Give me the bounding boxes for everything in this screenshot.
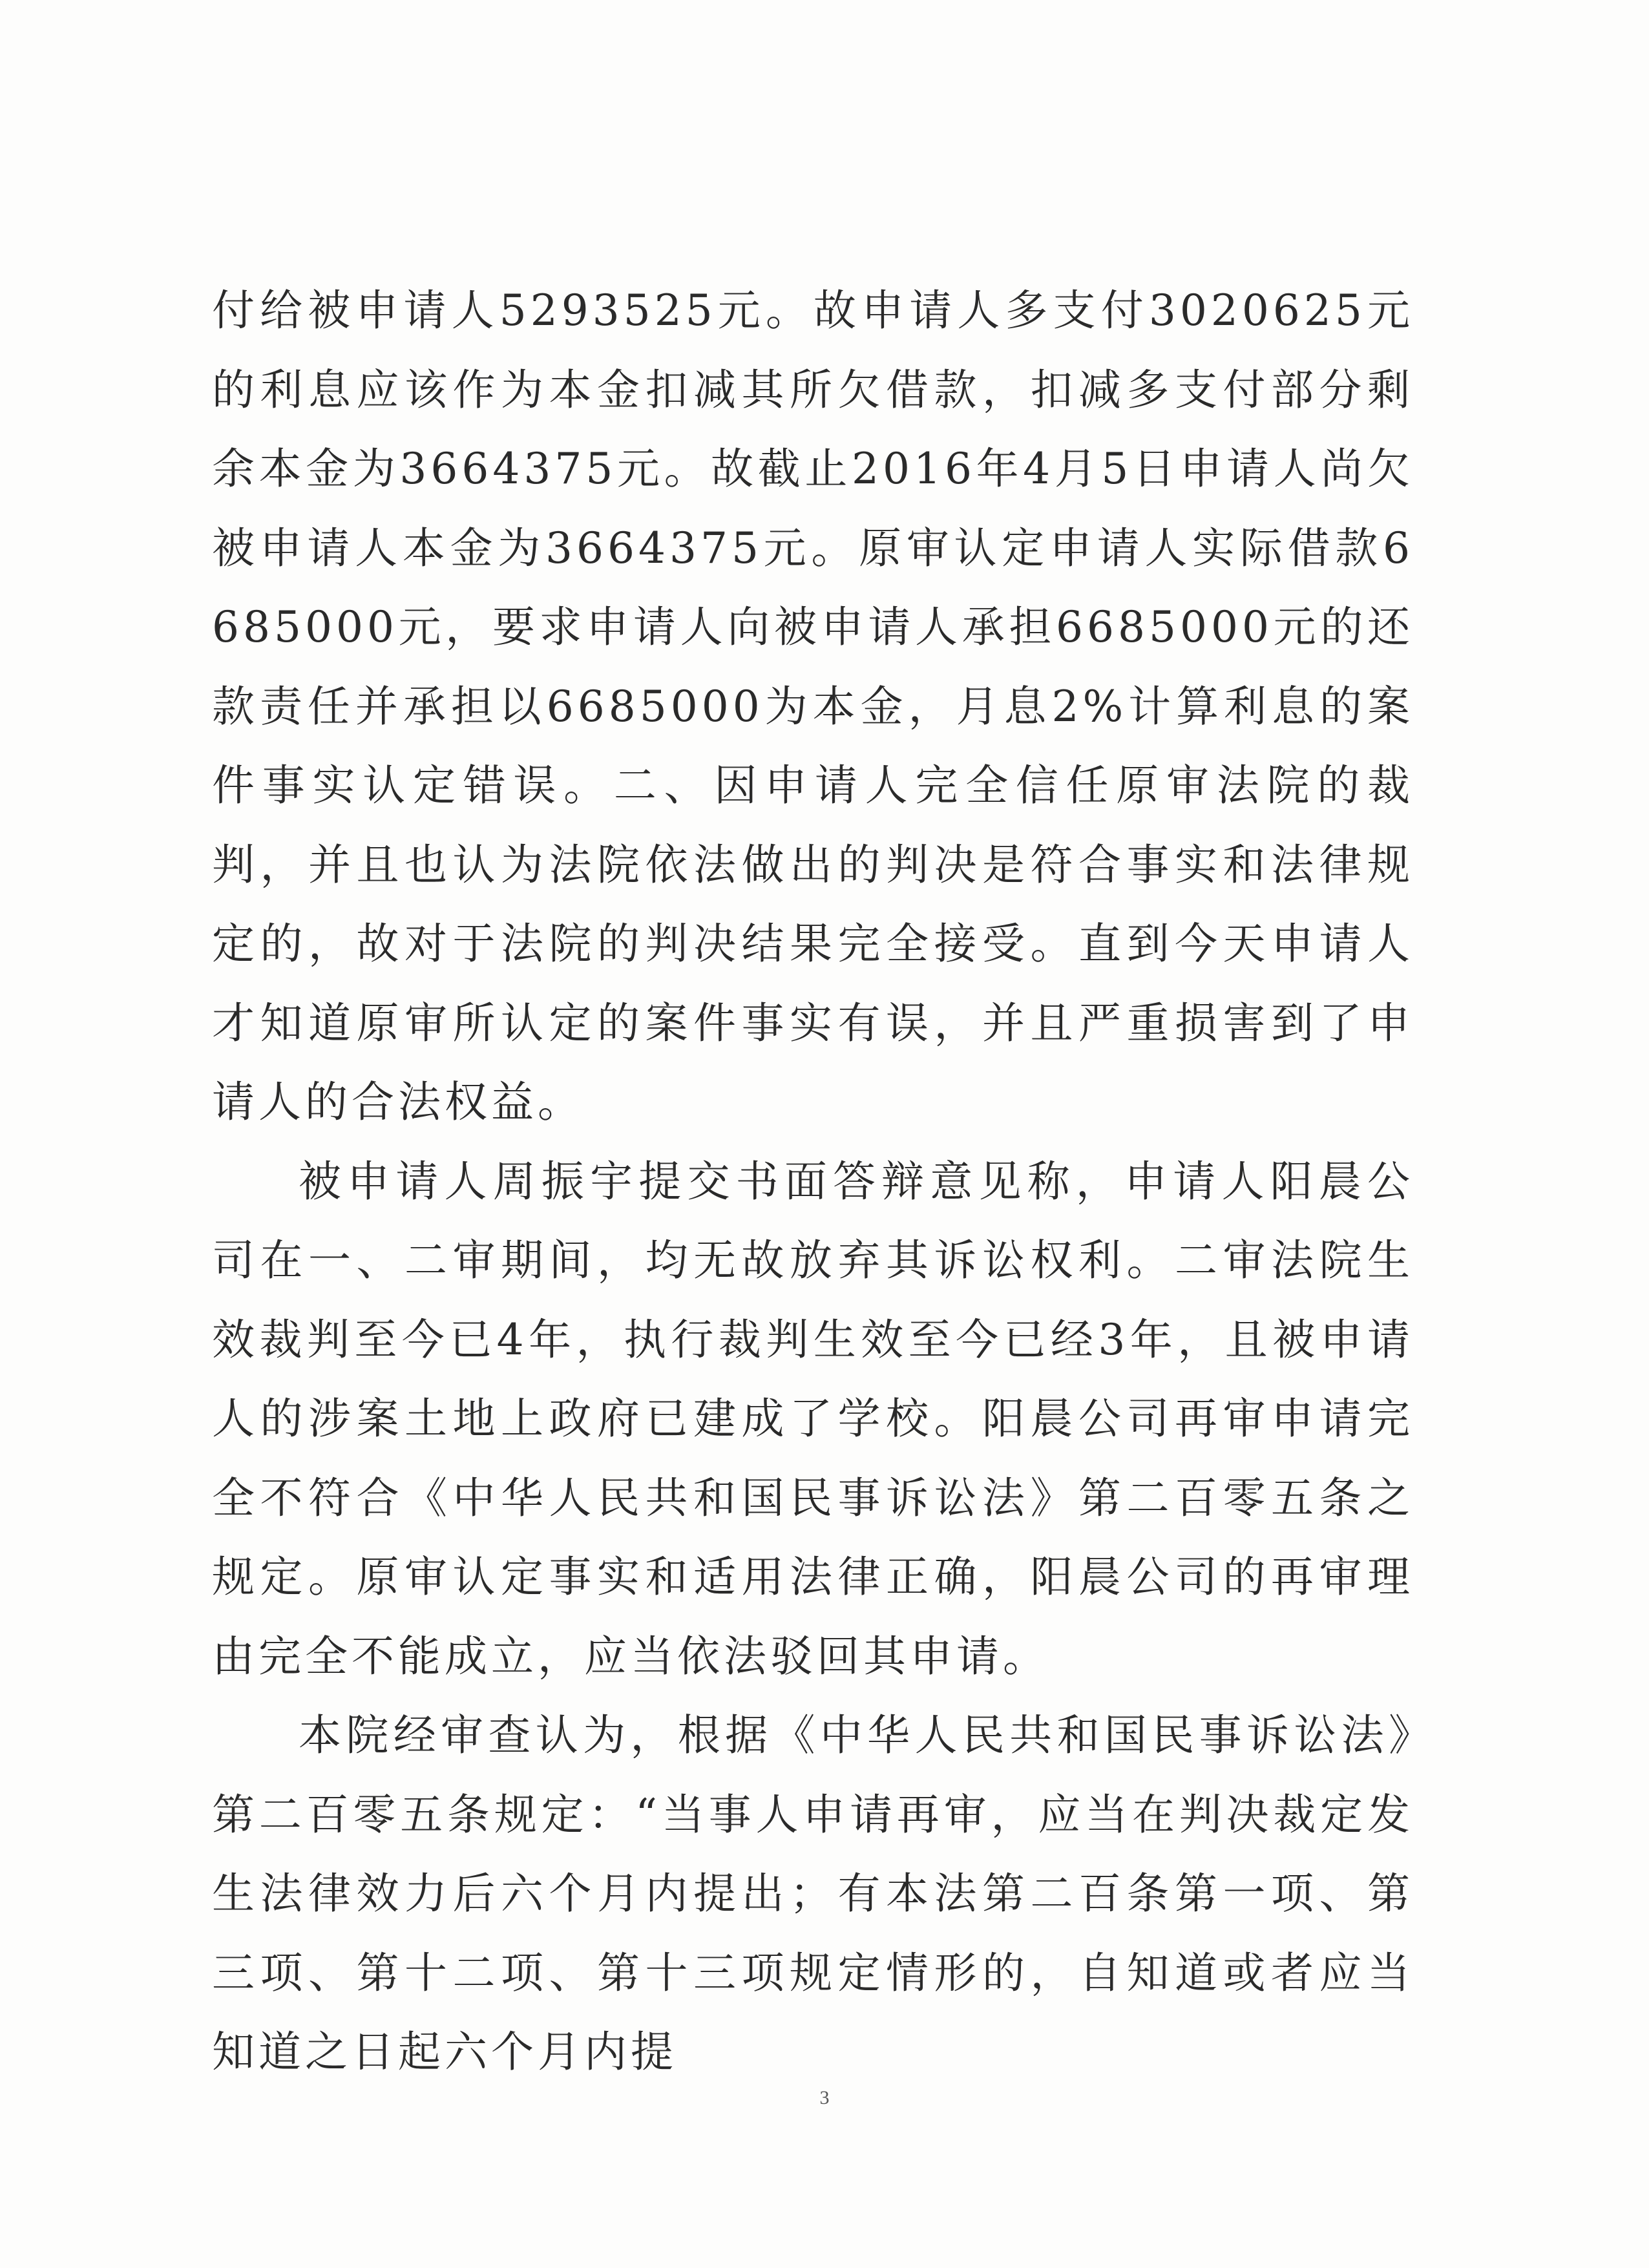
paragraph-continuation: 付给被申请人5293525元。故申请人多支付3020625元的利息应该作为本金扣减其所欠借款，扣减多支付部分剩余本金为3664375元。故截止2016年4月5日申请人尚欠被申请人本金为3664375元。原审认定申请人实际借款6685000元，要求申请人向被申请人承担6685000元的还款责任并承担以6685000为本金，月息2%计算利息的案件事实认定错误。二、因申请人完全信任原审法院的裁判，并且也认为法院依法做出的判决是符合事实和法律规定的，故对于法院的判决结果完全接受。直到今天申请人才知道原审所认定的案件事实有误，并且严重损害到了申请人的合法权益。 <box>212 286 1414 1127</box>
document-body <box>212 271 1414 2092</box>
page-number: 3 <box>819 2087 830 2108</box>
paragraph-court-opinion: 本院经审查认为，根据《中华人民共和国民事诉讼法》第二百零五条规定：“当事人申请再审，应当在判决裁定发生法律效力后六个月内提出；有本法第二百条第一项、第三项、第十二项、第十三项规定情形的，自知道或者应当知道之日起六个月内提 <box>212 1710 1414 2077</box>
paragraph-respondent-reply: 被申请人周振宇提交书面答辩意见称，申请人阳晨公司在一、二审期间，均无故放弃其诉讼权利。二审法院生效裁判至今已4年，执行裁判生效至今已经3年，且被申请人的涉案土地上政府已建成了学校。阳晨公司再审申请完全不符合《中华人民共和国民事诉讼法》第二百零五条之规定。原审认定事实和适用法律正确，阳晨公司的再审理由完全不能成立，应当依法驳回其申请。 <box>212 1156 1414 1681</box>
